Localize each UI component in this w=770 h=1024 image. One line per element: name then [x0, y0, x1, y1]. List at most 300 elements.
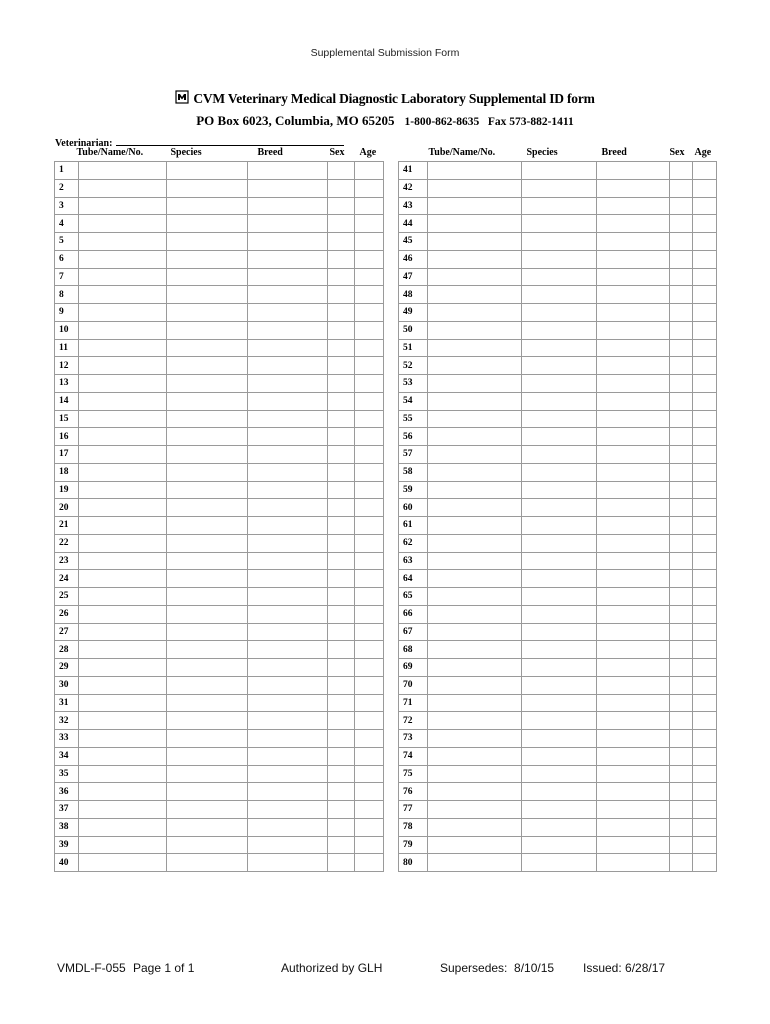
sex-cell[interactable] [670, 517, 693, 535]
tube-name-cell[interactable] [428, 818, 522, 836]
sex-cell[interactable] [670, 339, 693, 357]
breed-cell[interactable] [248, 268, 328, 286]
breed-cell[interactable] [248, 605, 328, 623]
species-cell[interactable] [522, 268, 597, 286]
age-cell[interactable] [355, 676, 384, 694]
breed-cell[interactable] [597, 357, 670, 375]
tube-name-cell[interactable] [79, 570, 167, 588]
breed-cell[interactable] [597, 570, 670, 588]
age-cell[interactable] [355, 517, 384, 535]
tube-name-cell[interactable] [428, 375, 522, 393]
age-cell[interactable] [355, 428, 384, 446]
sex-cell[interactable] [328, 765, 355, 783]
species-cell[interactable] [522, 250, 597, 268]
tube-name-cell[interactable] [79, 605, 167, 623]
sex-cell[interactable] [670, 197, 693, 215]
species-cell[interactable] [167, 215, 248, 233]
species-cell[interactable] [167, 481, 248, 499]
sex-cell[interactable] [328, 446, 355, 464]
age-cell[interactable] [355, 605, 384, 623]
breed-cell[interactable] [597, 499, 670, 517]
species-cell[interactable] [167, 392, 248, 410]
breed-cell[interactable] [597, 836, 670, 854]
breed-cell[interactable] [597, 730, 670, 748]
breed-cell[interactable] [597, 321, 670, 339]
species-cell[interactable] [167, 339, 248, 357]
age-cell[interactable] [693, 499, 717, 517]
tube-name-cell[interactable] [79, 215, 167, 233]
species-cell[interactable] [167, 446, 248, 464]
tube-name-cell[interactable] [428, 446, 522, 464]
breed-cell[interactable] [597, 463, 670, 481]
age-cell[interactable] [355, 765, 384, 783]
breed-cell[interactable] [597, 854, 670, 872]
tube-name-cell[interactable] [79, 588, 167, 606]
tube-name-cell[interactable] [79, 641, 167, 659]
sex-cell[interactable] [670, 801, 693, 819]
species-cell[interactable] [522, 463, 597, 481]
sex-cell[interactable] [328, 818, 355, 836]
breed-cell[interactable] [248, 410, 328, 428]
sex-cell[interactable] [670, 854, 693, 872]
species-cell[interactable] [167, 676, 248, 694]
sex-cell[interactable] [328, 534, 355, 552]
tube-name-cell[interactable] [428, 676, 522, 694]
sex-cell[interactable] [670, 375, 693, 393]
sex-cell[interactable] [670, 676, 693, 694]
breed-cell[interactable] [248, 659, 328, 677]
tube-name-cell[interactable] [428, 357, 522, 375]
sex-cell[interactable] [328, 659, 355, 677]
age-cell[interactable] [355, 215, 384, 233]
breed-cell[interactable] [597, 552, 670, 570]
species-cell[interactable] [167, 375, 248, 393]
tube-name-cell[interactable] [428, 392, 522, 410]
sex-cell[interactable] [328, 481, 355, 499]
species-cell[interactable] [167, 641, 248, 659]
sex-cell[interactable] [328, 854, 355, 872]
tube-name-cell[interactable] [428, 641, 522, 659]
tube-name-cell[interactable] [428, 765, 522, 783]
age-cell[interactable] [355, 783, 384, 801]
tube-name-cell[interactable] [79, 783, 167, 801]
breed-cell[interactable] [597, 676, 670, 694]
breed-cell[interactable] [597, 588, 670, 606]
age-cell[interactable] [693, 197, 717, 215]
species-cell[interactable] [167, 605, 248, 623]
breed-cell[interactable] [597, 197, 670, 215]
sex-cell[interactable] [328, 286, 355, 304]
age-cell[interactable] [355, 233, 384, 251]
tube-name-cell[interactable] [79, 428, 167, 446]
species-cell[interactable] [522, 286, 597, 304]
species-cell[interactable] [522, 623, 597, 641]
age-cell[interactable] [693, 534, 717, 552]
tube-name-cell[interactable] [79, 339, 167, 357]
species-cell[interactable] [167, 730, 248, 748]
tube-name-cell[interactable] [428, 215, 522, 233]
age-cell[interactable] [355, 304, 384, 322]
species-cell[interactable] [522, 375, 597, 393]
tube-name-cell[interactable] [428, 783, 522, 801]
age-cell[interactable] [693, 801, 717, 819]
tube-name-cell[interactable] [428, 481, 522, 499]
species-cell[interactable] [522, 534, 597, 552]
tube-name-cell[interactable] [79, 747, 167, 765]
species-cell[interactable] [522, 428, 597, 446]
species-cell[interactable] [522, 410, 597, 428]
age-cell[interactable] [355, 321, 384, 339]
species-cell[interactable] [167, 517, 248, 535]
age-cell[interactable] [355, 641, 384, 659]
tube-name-cell[interactable] [79, 694, 167, 712]
species-cell[interactable] [167, 747, 248, 765]
species-cell[interactable] [167, 623, 248, 641]
tube-name-cell[interactable] [428, 694, 522, 712]
tube-name-cell[interactable] [428, 428, 522, 446]
age-cell[interactable] [355, 623, 384, 641]
sex-cell[interactable] [670, 304, 693, 322]
age-cell[interactable] [693, 250, 717, 268]
species-cell[interactable] [522, 215, 597, 233]
sex-cell[interactable] [328, 783, 355, 801]
tube-name-cell[interactable] [428, 854, 522, 872]
sex-cell[interactable] [670, 694, 693, 712]
breed-cell[interactable] [248, 233, 328, 251]
breed-cell[interactable] [597, 286, 670, 304]
age-cell[interactable] [693, 286, 717, 304]
sex-cell[interactable] [670, 446, 693, 464]
species-cell[interactable] [522, 570, 597, 588]
sex-cell[interactable] [670, 286, 693, 304]
breed-cell[interactable] [597, 783, 670, 801]
age-cell[interactable] [693, 694, 717, 712]
age-cell[interactable] [693, 570, 717, 588]
breed-cell[interactable] [597, 215, 670, 233]
tube-name-cell[interactable] [428, 286, 522, 304]
sex-cell[interactable] [670, 463, 693, 481]
species-cell[interactable] [522, 517, 597, 535]
species-cell[interactable] [167, 197, 248, 215]
tube-name-cell[interactable] [79, 179, 167, 197]
tube-name-cell[interactable] [428, 836, 522, 854]
breed-cell[interactable] [248, 783, 328, 801]
sex-cell[interactable] [670, 818, 693, 836]
species-cell[interactable] [522, 765, 597, 783]
sex-cell[interactable] [328, 747, 355, 765]
breed-cell[interactable] [597, 233, 670, 251]
species-cell[interactable] [522, 836, 597, 854]
species-cell[interactable] [522, 446, 597, 464]
age-cell[interactable] [693, 339, 717, 357]
age-cell[interactable] [355, 410, 384, 428]
species-cell[interactable] [167, 179, 248, 197]
species-cell[interactable] [167, 357, 248, 375]
species-cell[interactable] [167, 552, 248, 570]
age-cell[interactable] [355, 712, 384, 730]
tube-name-cell[interactable] [428, 552, 522, 570]
age-cell[interactable] [693, 304, 717, 322]
tube-name-cell[interactable] [428, 339, 522, 357]
age-cell[interactable] [693, 747, 717, 765]
species-cell[interactable] [167, 268, 248, 286]
age-cell[interactable] [693, 552, 717, 570]
breed-cell[interactable] [597, 410, 670, 428]
tube-name-cell[interactable] [428, 730, 522, 748]
age-cell[interactable] [693, 659, 717, 677]
tube-name-cell[interactable] [428, 197, 522, 215]
species-cell[interactable] [522, 481, 597, 499]
breed-cell[interactable] [597, 747, 670, 765]
sex-cell[interactable] [670, 268, 693, 286]
sex-cell[interactable] [328, 552, 355, 570]
sex-cell[interactable] [328, 321, 355, 339]
sex-cell[interactable] [670, 410, 693, 428]
species-cell[interactable] [522, 801, 597, 819]
age-cell[interactable] [355, 463, 384, 481]
age-cell[interactable] [693, 641, 717, 659]
breed-cell[interactable] [597, 765, 670, 783]
breed-cell[interactable] [597, 641, 670, 659]
sex-cell[interactable] [670, 623, 693, 641]
age-cell[interactable] [693, 463, 717, 481]
tube-name-cell[interactable] [428, 304, 522, 322]
tube-name-cell[interactable] [79, 730, 167, 748]
breed-cell[interactable] [597, 268, 670, 286]
tube-name-cell[interactable] [79, 517, 167, 535]
age-cell[interactable] [355, 570, 384, 588]
age-cell[interactable] [355, 268, 384, 286]
species-cell[interactable] [522, 588, 597, 606]
breed-cell[interactable] [597, 179, 670, 197]
tube-name-cell[interactable] [428, 268, 522, 286]
species-cell[interactable] [522, 854, 597, 872]
age-cell[interactable] [355, 179, 384, 197]
sex-cell[interactable] [328, 463, 355, 481]
breed-cell[interactable] [248, 854, 328, 872]
breed-cell[interactable] [597, 659, 670, 677]
age-cell[interactable] [693, 836, 717, 854]
tube-name-cell[interactable] [79, 712, 167, 730]
breed-cell[interactable] [248, 339, 328, 357]
breed-cell[interactable] [597, 392, 670, 410]
tube-name-cell[interactable] [79, 481, 167, 499]
species-cell[interactable] [167, 321, 248, 339]
tube-name-cell[interactable] [79, 854, 167, 872]
age-cell[interactable] [355, 588, 384, 606]
sex-cell[interactable] [328, 836, 355, 854]
sex-cell[interactable] [328, 712, 355, 730]
tube-name-cell[interactable] [79, 534, 167, 552]
tube-name-cell[interactable] [428, 747, 522, 765]
species-cell[interactable] [522, 730, 597, 748]
species-cell[interactable] [167, 286, 248, 304]
sex-cell[interactable] [670, 321, 693, 339]
breed-cell[interactable] [248, 357, 328, 375]
species-cell[interactable] [167, 588, 248, 606]
breed-cell[interactable] [597, 481, 670, 499]
tube-name-cell[interactable] [79, 233, 167, 251]
age-cell[interactable] [693, 854, 717, 872]
age-cell[interactable] [355, 801, 384, 819]
tube-name-cell[interactable] [428, 605, 522, 623]
species-cell[interactable] [522, 659, 597, 677]
species-cell[interactable] [167, 765, 248, 783]
breed-cell[interactable] [597, 712, 670, 730]
age-cell[interactable] [693, 765, 717, 783]
tube-name-cell[interactable] [428, 623, 522, 641]
species-cell[interactable] [522, 605, 597, 623]
breed-cell[interactable] [248, 481, 328, 499]
species-cell[interactable] [522, 357, 597, 375]
breed-cell[interactable] [248, 730, 328, 748]
tube-name-cell[interactable] [79, 836, 167, 854]
tube-name-cell[interactable] [79, 818, 167, 836]
sex-cell[interactable] [328, 801, 355, 819]
sex-cell[interactable] [328, 730, 355, 748]
species-cell[interactable] [167, 499, 248, 517]
breed-cell[interactable] [248, 499, 328, 517]
species-cell[interactable] [167, 304, 248, 322]
species-cell[interactable] [167, 428, 248, 446]
tube-name-cell[interactable] [79, 321, 167, 339]
sex-cell[interactable] [328, 179, 355, 197]
age-cell[interactable] [355, 747, 384, 765]
sex-cell[interactable] [670, 659, 693, 677]
breed-cell[interactable] [248, 534, 328, 552]
age-cell[interactable] [355, 552, 384, 570]
breed-cell[interactable] [248, 179, 328, 197]
sex-cell[interactable] [670, 552, 693, 570]
breed-cell[interactable] [597, 623, 670, 641]
tube-name-cell[interactable] [428, 179, 522, 197]
species-cell[interactable] [522, 783, 597, 801]
breed-cell[interactable] [597, 801, 670, 819]
breed-cell[interactable] [248, 250, 328, 268]
tube-name-cell[interactable] [79, 463, 167, 481]
species-cell[interactable] [522, 304, 597, 322]
age-cell[interactable] [693, 357, 717, 375]
species-cell[interactable] [167, 410, 248, 428]
age-cell[interactable] [693, 623, 717, 641]
species-cell[interactable] [522, 499, 597, 517]
age-cell[interactable] [693, 428, 717, 446]
breed-cell[interactable] [248, 286, 328, 304]
sex-cell[interactable] [328, 215, 355, 233]
breed-cell[interactable] [248, 552, 328, 570]
tube-name-cell[interactable] [428, 659, 522, 677]
tube-name-cell[interactable] [79, 499, 167, 517]
sex-cell[interactable] [670, 392, 693, 410]
sex-cell[interactable] [670, 588, 693, 606]
sex-cell[interactable] [670, 747, 693, 765]
tube-name-cell[interactable] [428, 712, 522, 730]
species-cell[interactable] [167, 659, 248, 677]
sex-cell[interactable] [328, 499, 355, 517]
age-cell[interactable] [355, 730, 384, 748]
species-cell[interactable] [522, 712, 597, 730]
age-cell[interactable] [355, 250, 384, 268]
veterinarian-field[interactable] [116, 136, 344, 146]
age-cell[interactable] [693, 321, 717, 339]
sex-cell[interactable] [328, 517, 355, 535]
tube-name-cell[interactable] [79, 659, 167, 677]
breed-cell[interactable] [248, 463, 328, 481]
tube-name-cell[interactable] [79, 552, 167, 570]
tube-name-cell[interactable] [428, 250, 522, 268]
tube-name-cell[interactable] [79, 676, 167, 694]
sex-cell[interactable] [670, 250, 693, 268]
sex-cell[interactable] [328, 339, 355, 357]
sex-cell[interactable] [328, 250, 355, 268]
sex-cell[interactable] [328, 392, 355, 410]
tube-name-cell[interactable] [79, 446, 167, 464]
species-cell[interactable] [167, 250, 248, 268]
sex-cell[interactable] [328, 623, 355, 641]
breed-cell[interactable] [248, 570, 328, 588]
tube-name-cell[interactable] [428, 233, 522, 251]
breed-cell[interactable] [248, 215, 328, 233]
species-cell[interactable] [522, 818, 597, 836]
sex-cell[interactable] [670, 481, 693, 499]
age-cell[interactable] [355, 836, 384, 854]
species-cell[interactable] [522, 233, 597, 251]
breed-cell[interactable] [597, 304, 670, 322]
age-cell[interactable] [355, 818, 384, 836]
breed-cell[interactable] [248, 623, 328, 641]
age-cell[interactable] [693, 481, 717, 499]
breed-cell[interactable] [597, 534, 670, 552]
age-cell[interactable] [355, 339, 384, 357]
sex-cell[interactable] [670, 730, 693, 748]
sex-cell[interactable] [670, 179, 693, 197]
age-cell[interactable] [693, 605, 717, 623]
breed-cell[interactable] [248, 321, 328, 339]
tube-name-cell[interactable] [79, 410, 167, 428]
age-cell[interactable] [693, 179, 717, 197]
breed-cell[interactable] [597, 428, 670, 446]
breed-cell[interactable] [248, 712, 328, 730]
sex-cell[interactable] [670, 765, 693, 783]
sex-cell[interactable] [670, 641, 693, 659]
age-cell[interactable] [693, 215, 717, 233]
species-cell[interactable] [167, 570, 248, 588]
breed-cell[interactable] [597, 605, 670, 623]
sex-cell[interactable] [328, 410, 355, 428]
species-cell[interactable] [522, 676, 597, 694]
sex-cell[interactable] [670, 534, 693, 552]
tube-name-cell[interactable] [79, 286, 167, 304]
age-cell[interactable] [693, 712, 717, 730]
species-cell[interactable] [522, 197, 597, 215]
tube-name-cell[interactable] [428, 801, 522, 819]
sex-cell[interactable] [670, 783, 693, 801]
age-cell[interactable] [693, 375, 717, 393]
sex-cell[interactable] [670, 357, 693, 375]
breed-cell[interactable] [597, 694, 670, 712]
tube-name-cell[interactable] [428, 570, 522, 588]
tube-name-cell[interactable] [79, 268, 167, 286]
sex-cell[interactable] [328, 605, 355, 623]
age-cell[interactable] [355, 446, 384, 464]
sex-cell[interactable] [670, 428, 693, 446]
tube-name-cell[interactable] [79, 250, 167, 268]
tube-name-cell[interactable] [79, 765, 167, 783]
species-cell[interactable] [522, 641, 597, 659]
species-cell[interactable] [167, 694, 248, 712]
age-cell[interactable] [693, 392, 717, 410]
age-cell[interactable] [355, 534, 384, 552]
